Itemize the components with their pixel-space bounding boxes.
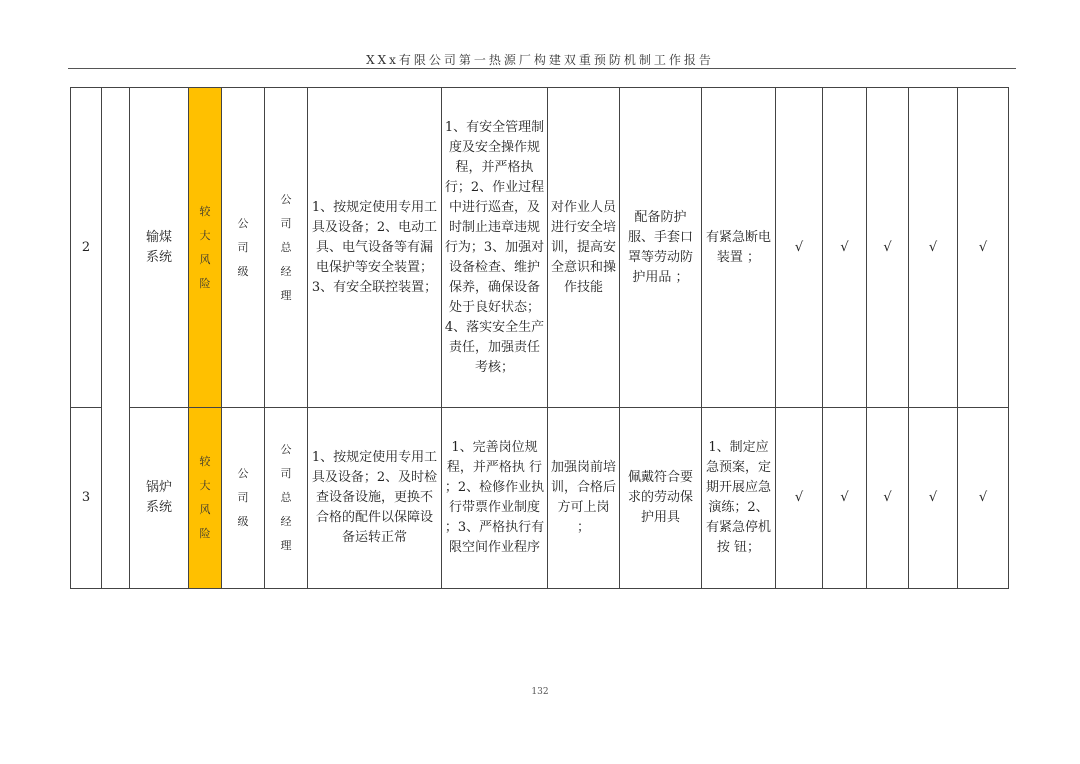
risk-level-cell: 较大风险	[189, 408, 222, 589]
training-measures-cell: 对作业人员进行安全培训，提高安全意识和操作技能	[548, 88, 620, 408]
management-measures-cell: 1、有安全管理制度及安全操作规程，并严格执行；2、作业过程中进行巡查，及时制止违章违规行为；3、加强对设备检查、维护保养，确保设备处于良好状态；4、落实安全生产责任，加强责任考核；	[442, 88, 548, 408]
table-row	[71, 88, 1009, 408]
system-name: 输煤系统	[130, 88, 189, 408]
merged-empty-cell	[102, 88, 130, 589]
responsible-person-cell: 公司总经理	[265, 88, 308, 408]
header-divider	[68, 68, 1016, 69]
engineering-measures-cell: 1、按规定使用专用工具及设备；2、电动工具、电气设备等有漏电保护等安全装置；3、有安全联控装置；	[308, 88, 442, 408]
risk-level-cell: 较大风险	[189, 88, 222, 408]
check-mark: √	[867, 408, 909, 589]
check-mark: √	[823, 88, 867, 408]
training-measures-cell: 加强岗前培训，合格后方可上岗 ；	[548, 408, 620, 589]
check-mark: √	[776, 88, 823, 408]
emergency-measures-cell: 1、制定应急预案，定期开展应急演练；2、有紧急停机按 钮；	[702, 408, 776, 589]
engineering-measures-cell: 1、按规定使用专用工具及设备；2、及时检查设备设施，更换不合格的配件以保障设备运转正常	[308, 408, 442, 589]
page-number: 132	[531, 687, 549, 697]
row-number: 2	[71, 88, 102, 408]
check-mark: √	[776, 408, 823, 589]
management-measures-cell: 1、完善岗位规程，并严格执 行 ；2、检修作业执行带票作业制度 ；3、严格执行有限空间作业程序	[442, 408, 548, 589]
check-mark: √	[823, 408, 867, 589]
risk-control-table	[70, 87, 1009, 589]
ppe-measures-cell: 佩戴符合要求的劳动保护用具	[620, 408, 702, 589]
responsible-person-cell: 公司总经理	[265, 408, 308, 589]
ppe-measures-cell: 配备防护服、手套口罩等劳动防护用品 ；	[620, 88, 702, 408]
check-mark: √	[909, 88, 958, 408]
check-mark: √	[909, 408, 958, 589]
emergency-measures-cell: 有紧急断电装置 ；	[702, 88, 776, 408]
control-level-cell: 公司级	[222, 88, 265, 408]
check-mark: √	[867, 88, 909, 408]
check-mark: √	[958, 88, 1009, 408]
control-level-cell: 公司级	[222, 408, 265, 589]
report-header-title: XXx有限公司第一热源厂构建双重预防机制工作报告	[366, 53, 714, 67]
system-name: 锅炉系统	[130, 408, 189, 589]
check-mark: √	[958, 408, 1009, 589]
row-number: 3	[71, 408, 102, 589]
table-row	[71, 408, 1009, 589]
